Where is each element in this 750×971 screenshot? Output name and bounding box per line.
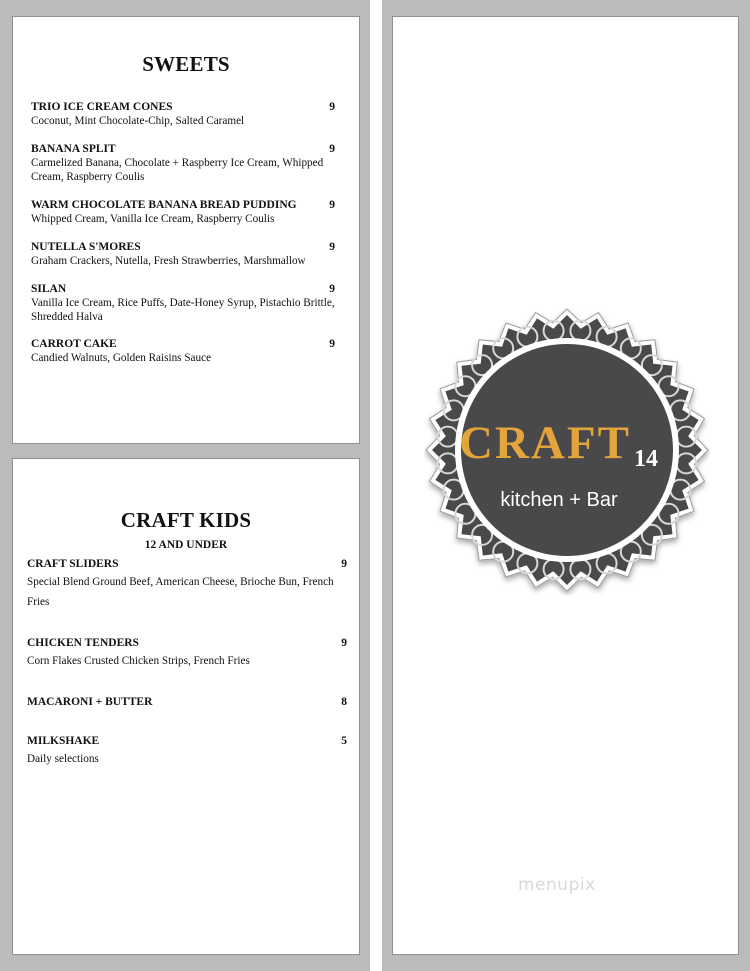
item-price: 9 <box>341 558 347 570</box>
item-description: Coconut, Mint Chocolate-Chip, Salted Caramel <box>31 115 245 127</box>
item-description: Carmelized Banana, Chocolate + Raspberry Ice Cream, Whipped Cream, Raspberry Coulis <box>31 157 324 183</box>
item-name: CARROT CAKE <box>31 338 117 350</box>
logo-number: 14 <box>634 446 658 472</box>
item-price: 5 <box>341 735 347 747</box>
item-description: Special Blend Ground Beef, American Cheese, Brioche Bun, French Fries <box>27 576 334 608</box>
menu-item <box>31 143 335 184</box>
cover-panel <box>392 16 739 955</box>
menu-item <box>27 637 347 671</box>
item-name: SILAN <box>31 283 67 295</box>
item-description: Daily selections <box>27 753 99 765</box>
sweets-menu-panel <box>12 16 360 444</box>
item-name: TRIO ICE CREAM CONES <box>31 101 173 113</box>
kids-menu-panel <box>12 458 360 955</box>
panel-divider <box>370 0 382 971</box>
menu-item <box>27 696 347 708</box>
item-description: Vanilla Ice Cream, Rice Puffs, Date-Honey Syrup, Pistachio Brittle, Shredded Halva <box>31 297 335 323</box>
kids-age-note: 12 AND UNDER <box>144 539 228 551</box>
menu-item <box>31 199 335 226</box>
item-price: 9 <box>329 283 335 295</box>
menu-item <box>31 283 335 324</box>
item-name: CHICKEN TENDERS <box>27 637 139 649</box>
item-price: 9 <box>329 241 335 253</box>
menu-item <box>31 101 335 128</box>
item-price: 9 <box>329 101 335 113</box>
item-price: 9 <box>329 143 335 155</box>
item-description: Candied Walnuts, Golden Raisins Sauce <box>31 352 212 364</box>
sweets-heading: SWEETS <box>142 52 230 76</box>
craft14-logo <box>424 305 710 595</box>
item-price: 8 <box>341 696 347 708</box>
kids-heading: CRAFT KIDS <box>120 508 252 532</box>
logo-wordmark: CRAFT <box>459 417 631 469</box>
menu-item <box>31 241 335 268</box>
menu-item <box>27 735 347 769</box>
item-name: BANANA SPLIT <box>31 143 116 155</box>
item-name: MILKSHAKE <box>27 735 100 747</box>
item-name: CRAFT SLIDERS <box>27 558 119 570</box>
menu-item <box>27 558 347 612</box>
item-description: Graham Crackers, Nutella, Fresh Strawberries, Marshmallow <box>31 255 306 267</box>
item-price: 9 <box>341 637 347 649</box>
item-name: NUTELLA S'MORES <box>31 241 141 253</box>
logo-tagline: kitchen + Bar <box>500 489 618 511</box>
item-name: WARM CHOCOLATE BANANA BREAD PUDDING <box>31 199 297 211</box>
item-price: 9 <box>329 338 335 350</box>
item-description: Whipped Cream, Vanilla Ice Cream, Raspberry Coulis <box>31 213 275 225</box>
item-price: 9 <box>329 199 335 211</box>
item-description: Corn Flakes Crusted Chicken Strips, French Fries <box>27 655 250 667</box>
menu-item <box>31 338 335 365</box>
item-name: MACARONI + BUTTER <box>27 696 153 708</box>
menupix-watermark: menupix <box>518 875 596 895</box>
